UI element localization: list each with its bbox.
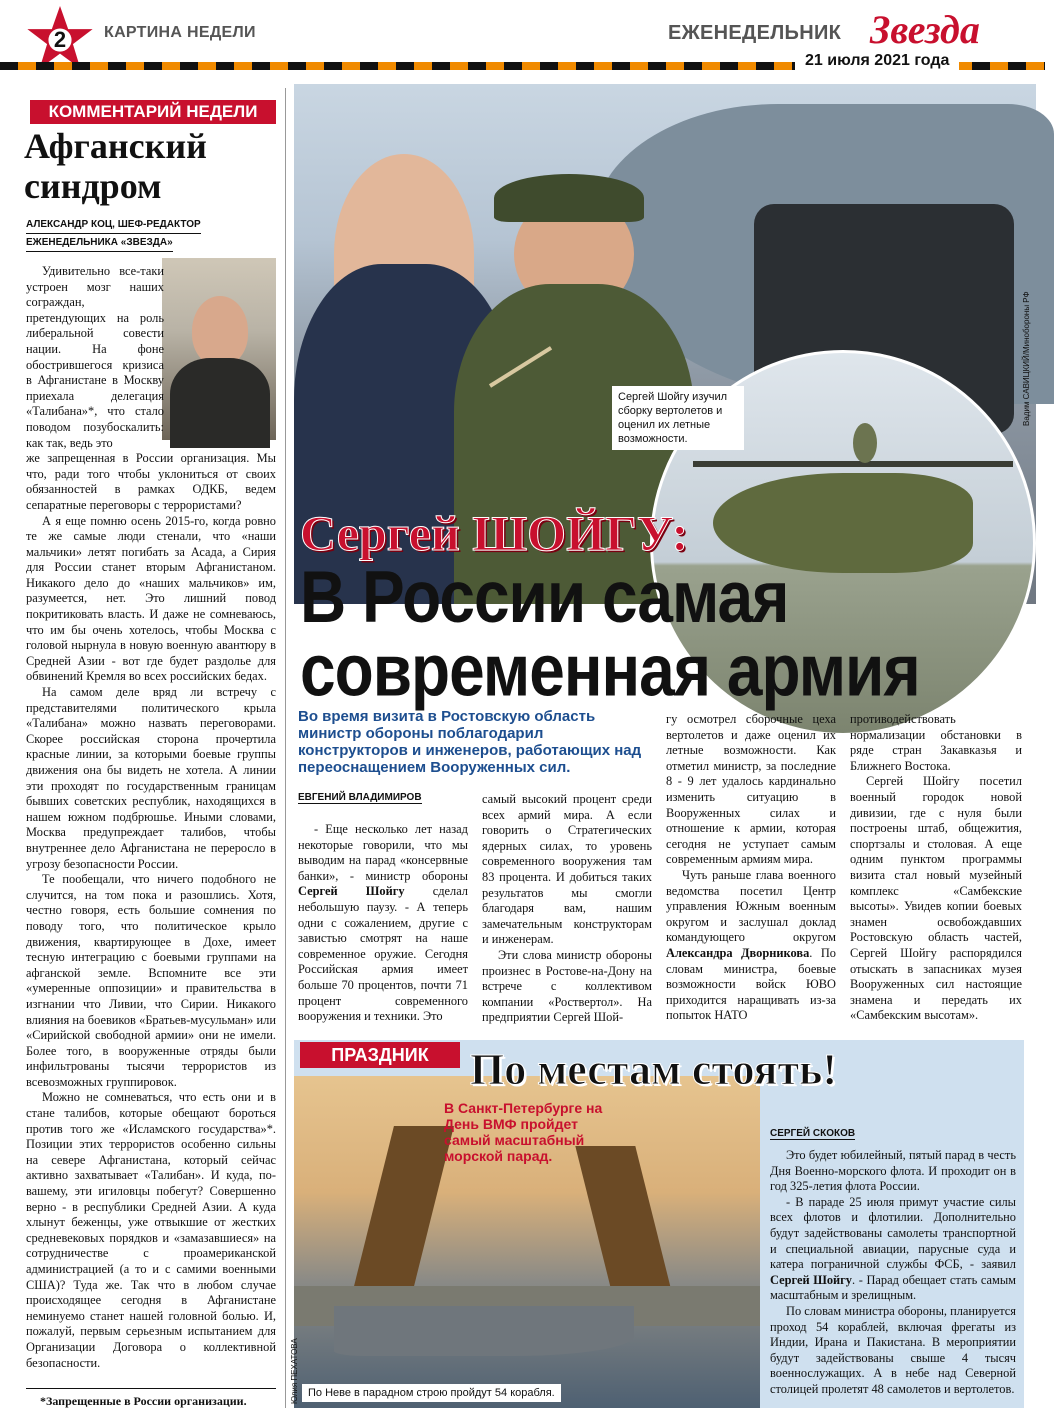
comment-p5: Можно не сомневаться, что есть они и в стане талибов, которые обещают бороться против того же «Исламского государства»*. Позиции этих террористов особенно сильны на севере Афганистана, который сейчас активно захватывает «Талибан». И куда, по-вашему, эти игиловцы побегут? Совершенно верно - в республики Средней Азии. А куда хлынут беженцы, уже отвыкшие от жестких средневековых порядков и «замазавшиеся» на сотрудничестве с проамериканской администрацией (а то и с самими военными США)? Туда же. Так что в любом случае происходящее сегодня в Афганистане неминуемо станет нашей головной болью. И, пожалуй, первым серьезным испытанием для Организации Договора о коллективной безопасности.	[26, 1090, 276, 1370]
main-col-1	[298, 822, 468, 1025]
comment-author-line2: ЕЖЕНЕДЕЛЬНИКА «ЗВЕЗДА»	[26, 234, 173, 252]
page-header	[0, 0, 1055, 80]
publication-prefix: ЕЖЕНЕДЕЛЬНИК	[668, 22, 842, 44]
comment-p3: На самом деле вряд ли встречу с представителями политического крыла «Талибана» можно назвать переговорами. Скорее российская сторона прочертила красные линии, за которыми боевые группы движения она бы видеть не хотела. А линии эти проходят по государственным границам бывших советских республик, находящихся в нашем южном подбрюшье. Иными словами, Москва предупреждает талибов, чтобы внутреннее дело Афганистана не переросло в угрозу безопасности России.	[26, 685, 276, 871]
holiday-author: СЕРГЕЙ СКОКОВ	[770, 1128, 856, 1139]
comment-body	[26, 264, 276, 1371]
main-c1-name: Сергей Шойгу	[298, 884, 405, 899]
holiday-title: По местам стоять!	[470, 1045, 837, 1094]
comment-title	[24, 126, 207, 206]
main-c2-b: Эти слова министр обороны произнес в Ростове-на-Дону на встрече с коллективом компании «Роствертол». На предприятии Сергей Шой-	[482, 947, 652, 1025]
main-c1-c: сделал небольшую паузу. - А теперь одни с сожалением, другие с завистью смотрят на наше современное оружие. Сегодня Российская армия имеет больше 70 процентов, почти 71 процент современного вооружения и техники. Это	[298, 884, 468, 1024]
holiday-rubric: ПРАЗДНИК	[300, 1042, 460, 1068]
comment-p1-tail: же запрещенная в России организация. Мы что, ради того чтобы уклониться от своих обязанностей в рамках ОДКБ, ведем сепаратные переговоры с террористами?	[26, 451, 276, 512]
main-col-4	[850, 712, 1022, 1024]
holiday-p2-a: - В параде 25 июля примут участие силы всех флотов и флотилии. Дополнительно будут задействованы самолеты транспортной и специальной авиации, парусные суда и катера пограничной службы ФСБ, - заявил	[770, 1194, 1016, 1272]
main-c3-b-text: Чуть раньше глава военного ведомства посетил Центр управления Южным военным округом и заслушал доклад командующего округом	[666, 867, 836, 945]
holiday-p1: Это будет юбилейный, пятый парад в честь Дня Военно-морского флота. И проходит он в год 325-летия флота России.	[770, 1148, 1016, 1194]
comment-author	[26, 216, 201, 252]
column-rule	[285, 88, 286, 1408]
comment-divider	[26, 1388, 276, 1389]
main-col-3	[666, 712, 836, 1024]
headline	[300, 555, 920, 712]
holiday-p2-b: . - Парад обещает стать самым масштабным и зрелищным.	[770, 1272, 1017, 1303]
section-name: КАРТИНА НЕДЕЛИ	[104, 24, 256, 41]
comment-rubric: КОММЕНТАРИЙ НЕДЕЛИ	[30, 100, 276, 124]
comment-footnote: *Запрещенные в России организации.	[40, 1394, 247, 1408]
comment-title-line1: Афганский	[24, 126, 207, 166]
holiday-photo-caption: По Неве в парадном строю пройдут 54 корабля.	[302, 1384, 561, 1402]
main-c4-b: Сергей Шойгу посетил военный городок новой дивизии, где с нуля были построены штаб, общежития, спортзалы и столовая. А еще одним пунктом программы визита стал новый музейный комплекс «Самбекские высоты». Увидев копии боевых знамен освобождавших Ростовскую область частей, Сергей Шойгу распорядился отыскать в запасниках музея Вооруженных сил настоящие знамена и передать их «Самбекским высотам».	[850, 774, 1022, 1023]
main-c1-a: - Еще несколько лет назад некоторые говорили, что мы выводим на парад «консервные банки», - министр обороны	[298, 822, 468, 883]
headline-name: Сергей ШОЙГУ:	[300, 505, 689, 561]
issue-date: 21 июля 2021 года	[795, 52, 959, 70]
headline-line1: В России самая	[300, 555, 789, 639]
comment-p4: Те пообещали, что ничего подобного не случится, на том пока и разошлись. Хотя, честно говоря, есть большие сомнения по поводу того, что политическое крыло движения, квартирующее в Дохе, имеет тесную интеграцию с боевыми группами на афганской земле. Вспомните все эти «умеренные оппозиции» и правительства в изгнании что Ливии, что Сирии. Никакого влияния на боевиков «Братьев-мусульман» или «Сирийской свободной армии» они не имели. Более того, в вооруженные отряды были инфильтрованы тысячи террористов из всевозможных группировок.	[26, 872, 276, 1089]
main-c3-name: Александра Дворникова	[666, 945, 810, 960]
main-lead: Во время визита в Ростовскую область министр обороны поблагодарил конструкторов и инженеров, работающих над переоснащением Вооруженных сил.	[298, 708, 642, 776]
main-c3-c: . По словам министра, боевые возможности войск ЮВО приходится наращивать из-за попыток НАТО	[666, 945, 836, 1023]
holiday-p2	[770, 1195, 1016, 1304]
main-photo-credit: Вадим САВИЦКИЙ/Минобороны РФ	[1022, 291, 1031, 426]
main-c3-b	[666, 868, 836, 1024]
comment-p2: А я еще помню осень 2015-го, когда ровно те же самые люди стенали, что «наши мальчики» летят погибать за Асада, а Сирия для России станет вторым Афганистаном. Никакого дело до «наших мальчиков» им, разумеется, нет. Это лишний повод покритиковать власть. И даже не сомневаюсь, что им бы очень хотелось, чтобы Москва с головой нырнула в новую военную авантюру в Средней Азии - вот где будет раздолье для обвинений Кремля во всех российских бедах.	[26, 513, 276, 684]
holiday-lead: В Санкт-Петербурге на День ВМФ пройдет самый масштабный морской парад.	[444, 1100, 603, 1164]
holiday-photo-credit: Юлия ПЕХАТОВА	[290, 1338, 299, 1404]
main-photo-caption: Сергей Шойгу изучил сборку вертолетов и оценил их летные возможности.	[612, 386, 744, 450]
main-c2-a: самый высокий процент среди всех армий мира. А если говорить о Стратегических ядерных силах, то уровень современного вооружения там 83 процента. И добиться таких результатов мы смогли благодаря вам, нашим замечательным конструкторам и инженерам.	[482, 792, 652, 947]
headline-line2: современная армия	[300, 629, 920, 712]
comment-p1-head: Удивительно все-таки устроен мозг наших сограждан, претендующих на роль либеральной совести нации. На фоне обострившегося кризиса в Афганистане в Москву приехала делегация «Талибана»*, что стало поводом позубоскалить: как так, ведь это	[26, 264, 164, 450]
main-col-2	[482, 792, 652, 1026]
main-c1	[298, 822, 468, 1025]
main-c3-a: гу осмотрел сборочные цеха вертолетов и даже оценил их летные возможности. Как отметил министр, за последние 8 - 9 лет удалось кардинально изменить ситуацию в Вооруженных силах и отношение к армии, которая сегодня не уступает самым современным армиям мира.	[666, 712, 836, 867]
comment-title-line2: синдром	[24, 166, 162, 206]
holiday-body	[770, 1148, 1016, 1398]
holiday-p2-name: Сергей Шойгу	[770, 1272, 852, 1287]
holiday-p3: По словам министра обороны, планируется проход 54 кораблей, включая фрегаты из Индии, Ирана и Пакистана. В мероприятии будут задействованы свыше 4 тысяч военнослужащих. А в небе над Северной столицей пролетят 48 самолетов и вертолетов.	[770, 1303, 1016, 1396]
main-author: ЕВГЕНИЙ ВЛАДИМИРОВ	[298, 792, 422, 803]
main-c4-a: противодействовать нормализации обстановки в ряде стран Закавказья и Ближнего Востока.	[850, 712, 1022, 773]
page-number: 2	[53, 27, 67, 52]
publication-brand: Звезда	[870, 7, 980, 52]
holiday-box	[290, 1040, 1024, 1408]
comment-author-line1: АЛЕКСАНДР КОЦ, ШЕФ-РЕДАКТОР	[26, 216, 201, 234]
